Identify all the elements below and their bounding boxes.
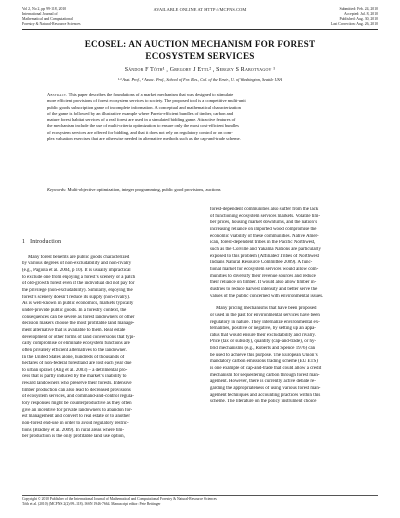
body-text-line: Indians Natural Resource Committee 2009). A func- xyxy=(210,260,313,266)
body-text-line: under-provide public goods. In a forestry context, the xyxy=(22,307,127,313)
body-text-line: mechanism for sequestering carbon through forest man- xyxy=(210,372,320,378)
abstract-line: mature forest habitat services of a real forest are used in a simulated bidding game. Attractive features of xyxy=(47,117,236,123)
body-text-line: regulatory in nature. They internalize environmental ex- xyxy=(210,319,320,325)
date-line: Accepted: Jul. 8, 2010 xyxy=(343,11,378,16)
title-line: ECOSYSTEM SERVICES xyxy=(145,50,255,61)
copyright-footer xyxy=(22,497,378,507)
journal-info-line: Mathematical and Computational xyxy=(22,16,73,21)
section-heading xyxy=(22,239,190,246)
author-list: Sándor F Tóth¹ , Gregory J Ettl² , Sergey S Rabotyagov ¹ xyxy=(124,67,276,73)
keywords-label: Keywords: xyxy=(47,187,67,192)
body-text-line: Price (tax or subsidy), quantity (cap-and-trade), or hy- xyxy=(210,339,317,345)
body-text-line: (e.g., Pagiola et al. 2004, p 10). It is usually impractical xyxy=(22,267,131,273)
body-text-line: agement techniques and accounting practices within this xyxy=(210,392,321,398)
abstract-label: Abstract. xyxy=(47,92,68,97)
body-text-line: forest’s scenery doesn’t reduce its supply (non-rivalry). xyxy=(22,294,131,300)
body-text-line: ber prices, housing market downturns, and the nation’s xyxy=(210,220,318,226)
footer-line: Tóth et al. (2010) (MCFNS 2(2):99–118). ISSN 1946-7664. Manuscript editor: Pete Bettinger xyxy=(22,502,161,506)
body-text-line: development or other forms of land conversions that typi- xyxy=(22,334,136,340)
right-column xyxy=(210,207,378,406)
body-text-line: forest-dependent communities also suffer from the lack xyxy=(210,207,319,212)
body-text-line: As is well-known in public economics, markets typically xyxy=(22,301,134,307)
body-text-line: decision makers choose the most profitable land manage- xyxy=(22,321,135,327)
date-line: Submitted: Feb. 24, 2010 xyxy=(339,7,378,11)
body-text-line: give an incentive for private landowners to abandon for- xyxy=(22,407,133,413)
body-text-line: ican, forest-dependent tribes in the Pacific Northwest, xyxy=(210,240,316,246)
body-text-line: is one example of cap-and-trade that could allow a credit xyxy=(210,366,322,372)
footer-divider xyxy=(22,495,378,496)
journal-info-line: Forestry & Natural-Resource Sciences xyxy=(22,21,81,26)
body-text-line: ment alternative that is available to them. Real estate xyxy=(22,327,126,333)
body-text-line: of functioning ecosystem services markets. Volatile tim- xyxy=(210,213,320,219)
body-text-line: or used in the past for environmental services have been xyxy=(210,312,320,318)
abstract-line: plex valuation exercises that are otherwise needed in alternative methods such as the cap-and-trade scheme. xyxy=(47,136,241,142)
section-title: Introduction xyxy=(30,239,62,245)
journal-info-line: International Journal of xyxy=(22,11,58,16)
body-text-line: Many pricing mechanisms that have been proposed xyxy=(216,306,317,312)
body-text-line: brid mechanisms (e.g., Roberts and Spence 1976) can xyxy=(210,346,316,352)
left-column xyxy=(22,200,190,441)
footer-line: Copyright © 2010 Publisher of the International Journal of Mathematical and Computational Forestry & Natural-Resource Sciences xyxy=(22,497,217,501)
body-text-line: timber production can also lead to decreased provisions xyxy=(22,387,131,393)
body-text-line: garding the appropriateness of using various forest man- xyxy=(210,386,321,392)
body-text-line: ternalities, positive or negative, by setting up an appa- xyxy=(210,326,316,332)
body-text-line: economic viability of these communities. Native Amer- xyxy=(210,233,319,239)
online-url-line: AVAILABLE ONLINE AT HTTP://MCFNS.COM xyxy=(153,7,247,12)
submission-dates xyxy=(268,7,378,27)
header-divider xyxy=(22,29,378,30)
date-line: Last Correction: Aug. 26, 2010 xyxy=(330,21,378,26)
body-text-line: cess that is partly induced by the market’s inability to xyxy=(22,374,127,380)
body-text-line: dustries to reduce harvest intensity and better serve the xyxy=(210,286,318,292)
body-text-line: exposed to this problem (Affiliated Tribes of Northwest xyxy=(210,253,319,259)
body-text-line: ber production is the only profitable land use option, xyxy=(22,434,125,440)
paper-title xyxy=(40,39,360,62)
body-text-line: mandatory carbon emissions trading scheme (EU ETS) xyxy=(210,359,318,365)
body-text-line: scheme. The literature on the policy instrument choice xyxy=(210,399,317,405)
abstract-line: of ecosystem services are offered for bidding, and that it does not rely on regulatory control or on com- xyxy=(47,129,233,135)
author-affiliation: ¹·³ Asst. Prof., ² Assoc. Prof., School of For. Res., Col. of the Envir., U. of Washington, Seattle USA xyxy=(117,77,283,82)
body-text-line: reward landowners who preserve their forests. Intensive xyxy=(22,381,132,387)
body-text-line: of ecosystem services, and command-and-control regula- xyxy=(22,394,134,400)
body-text-line: tions (Bradley et al. 2009). In rural areas where tim- xyxy=(22,427,124,433)
online-url[interactable] xyxy=(142,8,258,13)
body-text-line: est management and convert to real estate or to another xyxy=(22,414,130,420)
body-text-line: In the United States alone, hundreds of thousands of xyxy=(22,354,125,360)
body-text-line: by various degrees of non-excludability and non-rivalry xyxy=(22,261,132,267)
keywords-text: Multi-objective optimization, integer programming, public good provisions, auctions xyxy=(66,187,221,192)
section-number: 1 xyxy=(22,239,26,245)
title-line: ECOSEL: AN AUCTION MECHANISM FOR FOREST xyxy=(84,39,316,49)
body-text-line: values of the public concerned with environmental issues. xyxy=(210,293,324,299)
body-text-line: tional market for ecosystem services would allow com- xyxy=(210,266,319,272)
abstract-line: the mechanism include the use of multi-criteria optimization to ensure only the most cost-efficient bundles xyxy=(47,123,239,129)
body-text-line: hectares of non-federal forestland are lost each year due xyxy=(22,361,132,367)
body-text-line: be used to achieve this purpose. The European Union’s xyxy=(210,352,318,358)
abstract-line: This paper describes the foundations of a market mechanism that was designed to stimulate xyxy=(67,92,234,97)
abstract-line: public goods subscription game of incomplete information. A conceptual and mathematical characterization xyxy=(47,104,241,110)
body-text-line: the privilege (non-excludability). Similarly, enjoying the xyxy=(22,287,133,293)
body-text-line: often privately efficient alternatives to the landowner. xyxy=(22,347,127,353)
body-text-line: cally compromise or eliminate ecosystem functions are xyxy=(22,341,130,347)
body-text-line: munities to diversify their revenue sources and reduce xyxy=(210,273,316,279)
body-text-line: agement. However, there is currently active debate re- xyxy=(210,379,316,385)
body-text-line: to exclude one from enjoying a forest’s scenery or a patch xyxy=(22,274,136,280)
abstract xyxy=(47,92,353,142)
body-text-line: consequences can be severe as forest landowners or other xyxy=(22,314,135,320)
body-text-line: tory responses might be counterproductive as they often xyxy=(22,401,132,407)
abstract-line: more efficient provisions of forest ecosystem services to society. The proposed tool is a competitive multi-unit xyxy=(47,98,246,104)
body-text-line: Many forest benefits are public goods characterized xyxy=(28,254,130,260)
keywords xyxy=(47,187,353,192)
body-text-line: non-forest end-use in order to avoid regulatory restric- xyxy=(22,421,129,427)
body-text-line: their reliance on timber. It would also allow timber in- xyxy=(210,280,317,286)
journal-info xyxy=(22,7,152,27)
abstract-line: of the game is followed by an illustrative example where Pareto-efficient bundles of timber, carbon and xyxy=(47,110,234,116)
body-text-line: to urban sprawl (Alig et al. 2003) – a detrimental pro- xyxy=(22,367,128,373)
body-text-line: increasing reliance on imported wood compromise the xyxy=(210,226,317,232)
journal-info-line: Vol 2, No 2, pp 99-118, 2010 xyxy=(22,7,67,11)
body-text-line: of old-growth forest even if the individual did not pay for xyxy=(22,281,135,287)
body-text-line: such as the Colville and Yakama Nations are particularly xyxy=(210,246,321,252)
date-line: Published: Aug. 30, 2010 xyxy=(339,16,378,21)
body-text-line: ratus that would ensure their excludability and rivalry. xyxy=(210,332,316,338)
